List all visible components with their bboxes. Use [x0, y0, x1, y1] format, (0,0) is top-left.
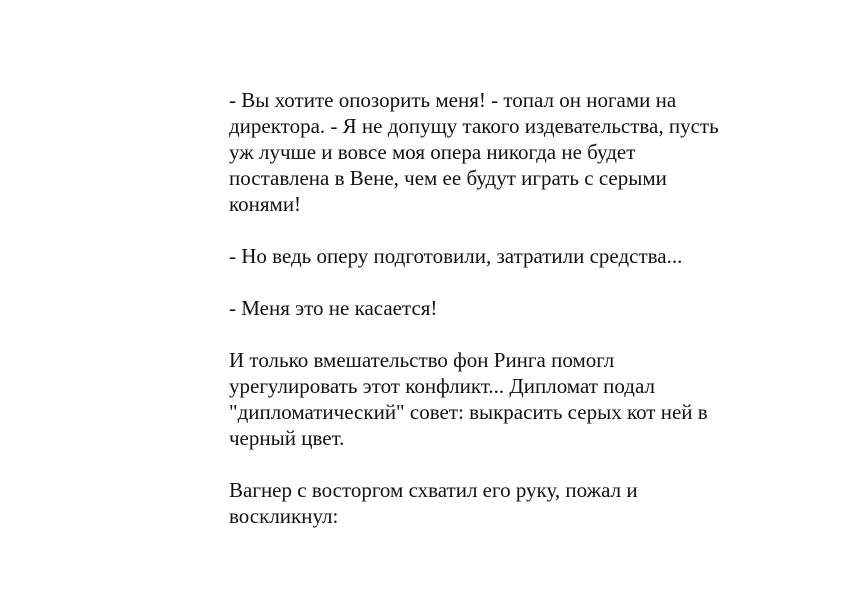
- text-line: конями!: [229, 192, 302, 216]
- text-line: воскликнул:: [229, 504, 339, 528]
- text-line: - Но ведь оперу подготовили, затратили средства...: [229, 244, 683, 268]
- text-line: - Вы хотите опозорить меня! - топал он ногами на: [229, 88, 677, 112]
- text-line: черный цвет.: [229, 426, 345, 450]
- text-line: урегулировать этот конфликт... Дипломат подал: [229, 374, 655, 398]
- document-text: [229, 87, 789, 555]
- text-line: - Меня это не касается!: [229, 296, 438, 320]
- text-line: директора. - Я не допущу такого издевательства, пусть: [229, 114, 719, 138]
- text-line: уж лучше и вовсе моя опера никогда не будет: [229, 140, 636, 164]
- text-line: И только вмешательство фон Ринга помогл: [229, 348, 615, 372]
- text-line: Вагнер с восторгом схватил его руку, пожал и: [229, 478, 638, 502]
- paragraph-5: [229, 477, 789, 529]
- text-line: поставлена в Вене, чем ее будут играть с серыми: [229, 166, 667, 190]
- paragraph-4: [229, 347, 789, 451]
- paragraph-1: [229, 87, 789, 217]
- paragraph-2: [229, 243, 789, 269]
- paragraph-3: [229, 295, 789, 321]
- text-line: "дипломатический" совет: выкрасить серых кот ней в: [229, 400, 708, 424]
